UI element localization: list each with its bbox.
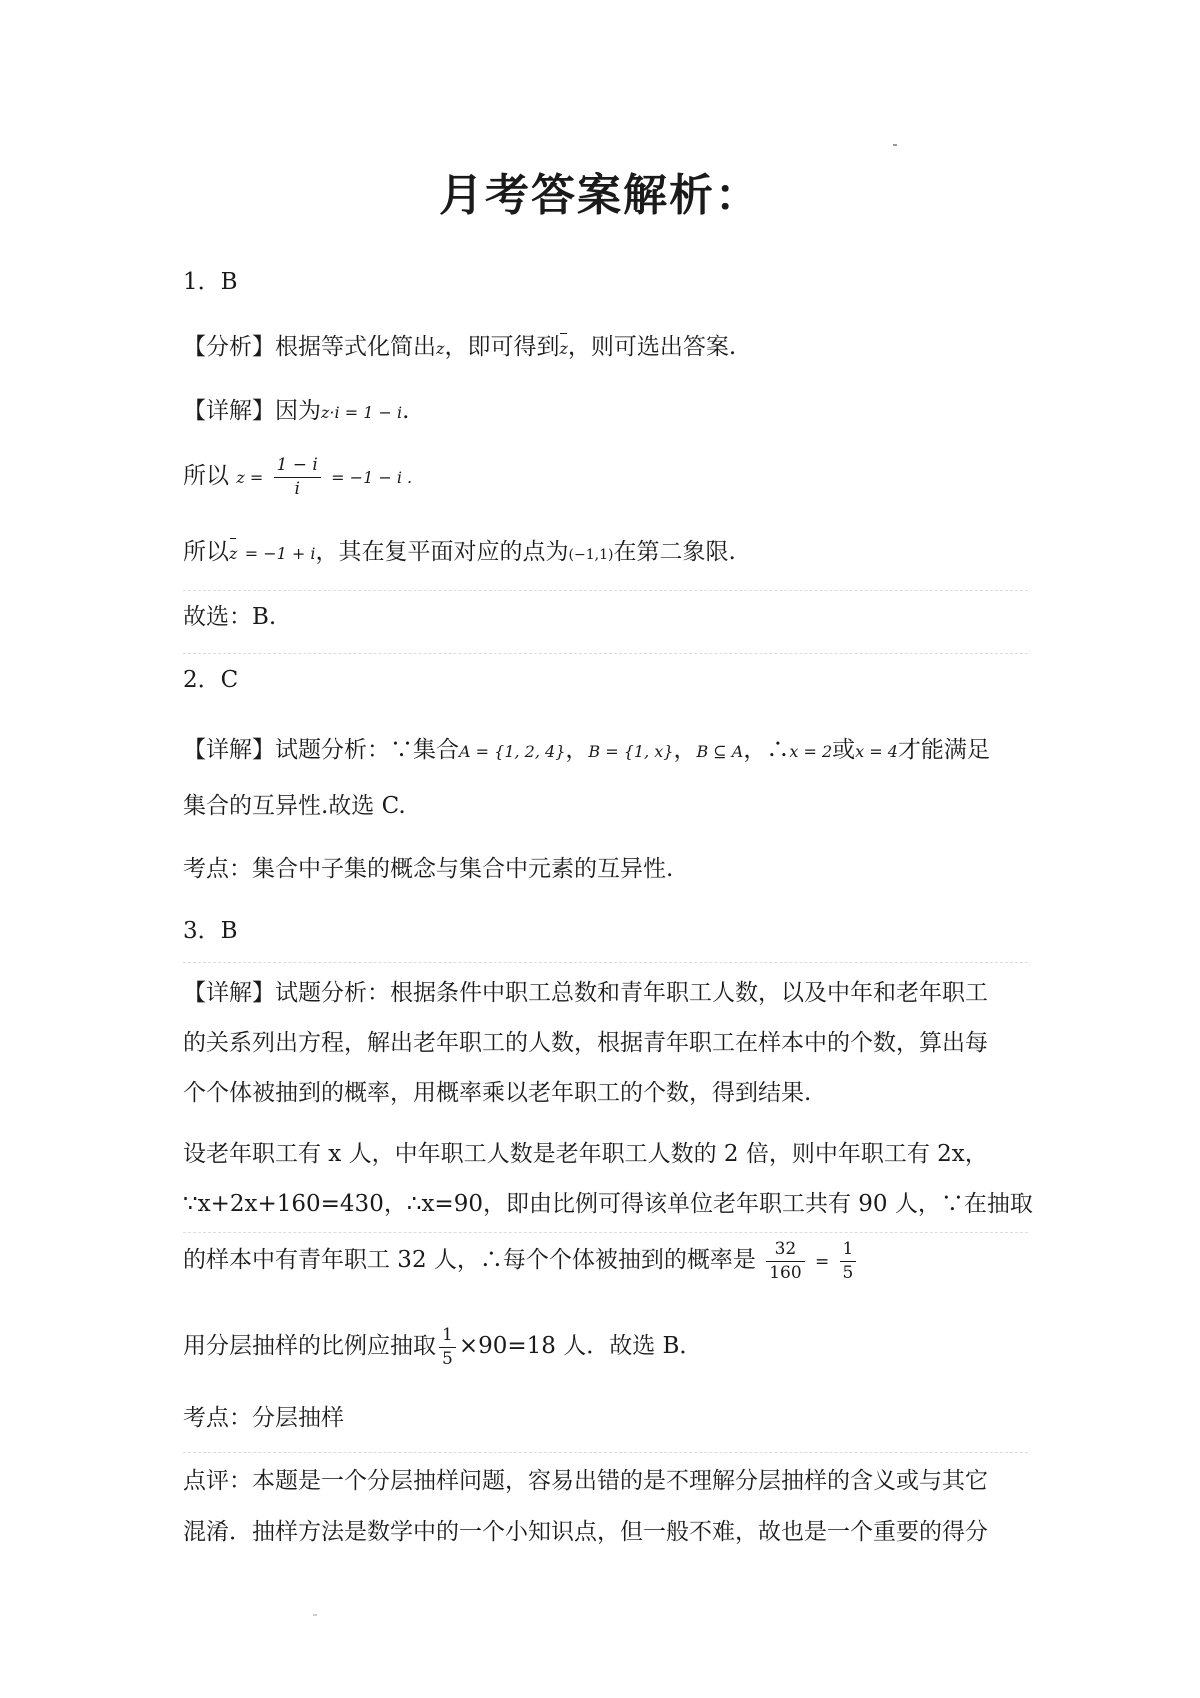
var-z: z [436, 339, 445, 358]
divider [183, 1452, 1028, 1453]
scan-speck [893, 144, 897, 146]
divider [183, 653, 1028, 654]
point-coordinate: (−1,1) [568, 547, 614, 563]
q2-heading: 2．C [183, 667, 239, 693]
scan-speck [313, 1614, 317, 1616]
q3-solution-line4: 用分层抽样的比例应抽取 $\frac{1}{5}$ ×90=18 人．故选 B． [183, 1324, 703, 1369]
q3-heading: 3．B [183, 918, 238, 944]
q1-conjugate: 所以z = −1 + i，其在复平面对应的点为(−1,1)在第二象限. [183, 535, 1028, 572]
q1-heading: 1．B [183, 269, 238, 295]
q2-kaodian: 考点：集合中子集的概念与集合中元素的互异性. [183, 856, 674, 882]
q3-detail-line2: 的关系列出方程，解出老年职工的人数，根据青年职工在样本中的个数，算出每 [183, 1030, 988, 1056]
subset-relation: B ⊆ A [696, 742, 744, 761]
equation-given: z·i = 1 − i [321, 403, 403, 422]
q3-comment-line1: 点评：本题是一个分层抽样问题，容易出错的是不理解分层抽样的含义或与其它 [183, 1468, 988, 1494]
q1-detail: 【详解】因为z·i = 1 − i. [183, 398, 410, 424]
q3-solution-line1: 设老年职工有 x 人，中年职工人数是老年职工人数的 2 倍，则中年职工有 2x， [183, 1141, 988, 1167]
q1-choice: 故选：B. [183, 604, 277, 630]
fraction-one-fifth: $\frac{1}{5}$ [439, 1327, 456, 1368]
var-z-conjugate: z [229, 537, 237, 571]
q3-solution-line3: 的样本中有青年职工 32 人，∴每个个体被抽到的概率是 $\frac{32}{160}$ = $\frac{1}{5}$ [183, 1232, 1028, 1290]
q1-analysis: 【分析】根据等式化简出z，即可得到z，则可选出答案. [183, 330, 1028, 366]
fraction-z: $\frac{1 - i}{i}$ [274, 457, 321, 498]
var-z-conjugate: z [559, 332, 567, 366]
divider [183, 590, 1028, 591]
set-b: B = {1, x} [588, 742, 674, 761]
fraction-probability: $\frac{32}{160}$ [766, 1241, 804, 1282]
q3-solution-line2: ∵x+2x+160=430，∴x=90，即由比例可得该单位老年职工共有 90 人，∵在抽取 [183, 1191, 1033, 1217]
q3-detail-line1: 【详解】试题分析：根据条件中职工总数和青年职工人数，以及中年和老年职工 [183, 980, 988, 1006]
page-title: 月考答案解析： [439, 170, 761, 221]
q2-detail-line1: 【详解】试题分析：∵集合A = {1, 2, 4}，B = {1, x}，B ⊆ A，∴x = 2或x = 4才能满足 [183, 737, 990, 763]
q2-detail-line2: 集合的互异性.故选 C. [183, 793, 406, 819]
divider [183, 962, 1028, 963]
q1-step-z: 所以 z = $\frac{1 - i}{i}$ = −1 − i . [183, 454, 413, 499]
q3-comment-line2: 混淆．抽样方法是数学中的一个小知识点，但一般不难，故也是一个重要的得分 [183, 1519, 988, 1545]
q3-kaodian: 考点：分层抽样 [183, 1405, 344, 1431]
set-a: A = {1, 2, 4} [459, 742, 566, 761]
fraction-one-fifth: $\frac{1}{5}$ [840, 1241, 857, 1282]
q3-detail-line3: 个个体被抽到的概率，用概率乘以老年职工的个数，得到结果. [183, 1080, 812, 1106]
